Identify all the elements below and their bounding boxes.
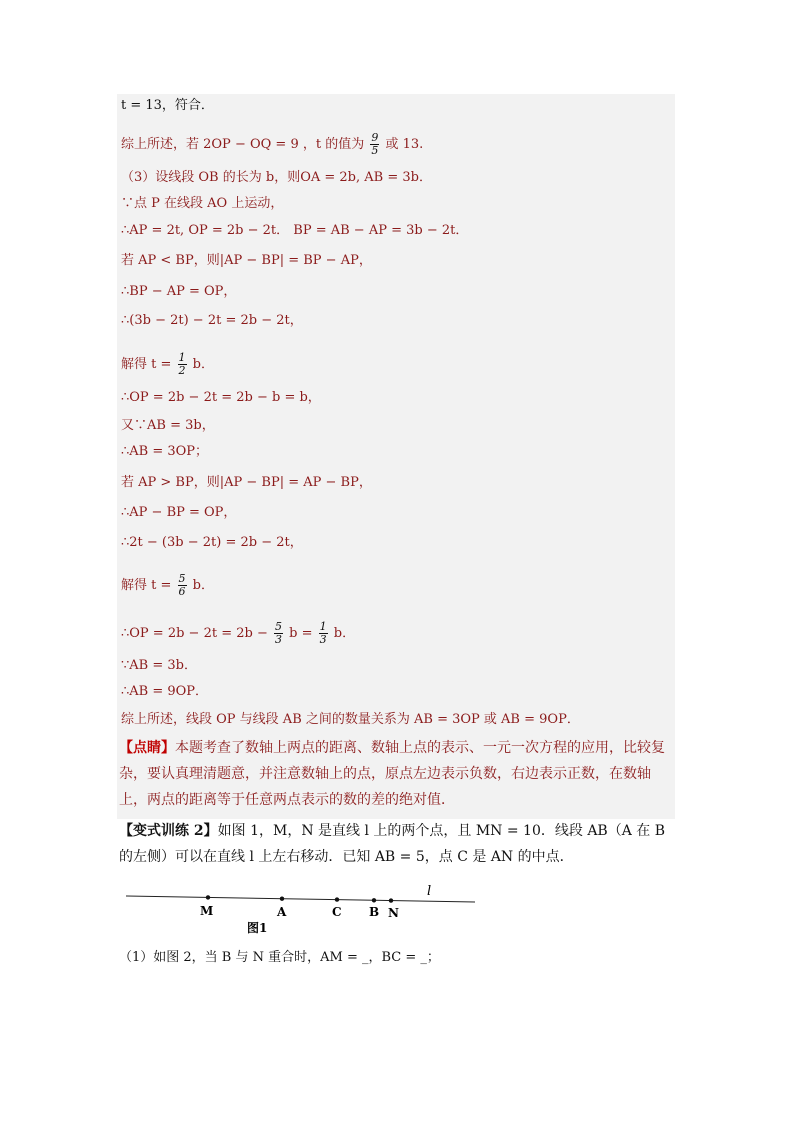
line-label: l <box>427 884 432 899</box>
solution-line-19: ∴AB = 9OP． <box>121 684 209 699</box>
frac-den: 3 <box>319 633 327 646</box>
frac-num: 5 <box>178 572 186 585</box>
frac-num: 9 <box>371 131 379 144</box>
frac-num: 1 <box>319 620 327 633</box>
solution-line-7: ∴BP − AP = OP， <box>121 284 237 299</box>
solution-line-20: 综上所述，线段 OP 与线段 AB 之间的数量关系为 AB = 3OP 或 AB = 9OP． <box>121 712 580 727</box>
solution-line-2 <box>121 132 423 157</box>
solution-line-3: （3）设线段 OB 的长为 b，则OA = 2b, AB = 3b． <box>121 170 432 185</box>
line16-tail: b． <box>192 578 214 593</box>
frac-den: 2 <box>178 364 186 377</box>
key-point-text: 本题考查了数轴上两点的距离、数轴上点的表示、一元一次方程的应用，比较复杂，要认真理清题意，并注意数轴上的点，原点左边表示负数，右边表示正数，在数轴上，两点的距离等于任意两点表示的数的差的绝对值． <box>119 740 665 808</box>
frac-den: 3 <box>275 633 282 646</box>
fraction-5-3 <box>274 621 283 646</box>
frac-den: 5 <box>371 144 379 157</box>
frac-num: 5 <box>275 620 282 633</box>
solution-line-15: ∴2t − (3b − 2t) = 2b − 2t， <box>121 535 303 550</box>
line17-mid: b = <box>289 626 313 641</box>
line17-text: ∴OP = 2b − 2t = 2b − <box>121 626 268 641</box>
exercise-tag: 【变式训练 2】 <box>119 823 218 839</box>
line9-text: 解得 t = <box>121 357 172 372</box>
key-point-tag: 【点睛】 <box>119 740 175 756</box>
exercise-2 <box>119 818 679 870</box>
solution-line-10: ∴OP = 2b − 2t = 2b − b = b， <box>121 390 321 405</box>
fraction-9-5 <box>370 132 379 157</box>
solution-line-18: ∵AB = 3b． <box>121 658 197 673</box>
solution-line-5: ∴AP = 2t, OP = 2b − 2t． BP = AB − AP = 3b − 2t． <box>121 223 469 238</box>
solution-line-13: 若 AP > BP，则|AP − BP| = AP − BP， <box>121 475 372 490</box>
label-m: M <box>200 904 214 918</box>
point-n <box>389 898 393 902</box>
point-c <box>335 897 339 901</box>
point-m <box>206 895 210 899</box>
fraction-5-6 <box>178 573 187 598</box>
label-a: A <box>277 905 287 919</box>
solution-line-16 <box>121 573 214 598</box>
exercise-text: 如图 1，M，N 是直线 l 上的两个点，且 MN = 10．线段 AB（A 在 B 的左侧）可以在直线 l 上左右移动．已知 AB = 5，点 C 是 AN 的中点． <box>119 823 666 865</box>
solution-line-9 <box>121 352 214 377</box>
solution-line-4: ∵点 P 在线段 AO 上运动， <box>121 196 284 211</box>
fraction-1-2 <box>178 352 187 377</box>
figure-caption: 图1 <box>247 921 268 935</box>
solution-line-12: ∴AB = 3OP； <box>121 444 209 459</box>
point-b <box>372 898 376 902</box>
line9-tail: b． <box>192 357 214 372</box>
label-b: B <box>369 905 380 919</box>
label-c: C <box>332 905 342 919</box>
frac-num: 1 <box>178 351 186 364</box>
line2-tail: 或 13. <box>385 137 424 152</box>
solution-line-1: t = 13，符合． <box>121 98 214 113</box>
solution-line-14: ∴AP − BP = OP， <box>121 505 237 520</box>
solution-line-17 <box>121 621 355 646</box>
figure-1-number-line <box>120 880 490 940</box>
line16-text: 解得 t = <box>121 578 172 593</box>
solution-line-6: 若 AP < BP，则|AP − BP| = BP − AP， <box>121 253 372 268</box>
line2-text: 综上所述，若 2OP − OQ = 9 ，t 的值为 <box>121 137 365 152</box>
key-point-note <box>119 735 677 813</box>
question-1: （1）如图 2，当 B 与 N 重合时，AM = _，BC = _； <box>119 950 440 965</box>
label-n: N <box>388 906 399 920</box>
frac-den: 6 <box>178 585 186 598</box>
line-l <box>126 896 475 902</box>
point-a <box>280 897 284 901</box>
line17-tail: b． <box>333 626 356 641</box>
fraction-1-3 <box>319 621 328 646</box>
solution-line-11: 又∵AB = 3b， <box>121 418 215 433</box>
solution-line-8: ∴(3b − 2t) − 2t = 2b − 2t， <box>121 313 303 328</box>
